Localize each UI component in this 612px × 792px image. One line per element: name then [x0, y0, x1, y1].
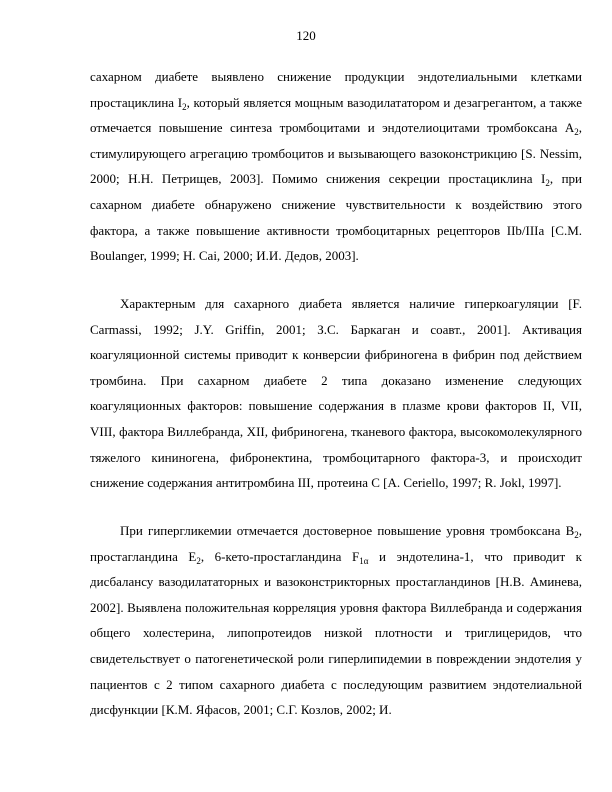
text-segment: , простагландина Е [90, 523, 582, 564]
subscript: 2 [196, 555, 201, 566]
paragraph-2 [90, 291, 582, 496]
text-segment: , 6-кето-простагландина F [200, 548, 360, 564]
paragraph-1 [90, 64, 582, 269]
paragraph-3 [90, 518, 582, 723]
text-segment: Характерным для сахарного диабета является наличие гиперкоагуляции [F. Carmassi, 1992; J.Y. Griffin, 2001; З.С. Баркаган и соавт., 2001]. Активация коагуляционной системы приводит к конверсии фибриногена в фибрин под действием тромбина. При сахарном диабете 2 типа доказано изменение следующих коагуляционных факторов: повышение содержания в плазме крови факторов II, VII, VIII, фактора Виллебранда, XII, фибриногена, тканевого фактора, высокомолекулярного тяжелого кининогена, фибронектина, тромбоцитарного фактора-3, и происходит снижение содержания антитромбина III, протеина С [A. Ceriello, 1997; R. Jokl, 1997]. [90, 296, 582, 491]
subscript: 2 [574, 530, 579, 540]
subscript: 2 [545, 178, 550, 189]
text-segment: сахарном диабете выявлено снижение продукции эндотелиальными клетками простациклина I [90, 69, 582, 110]
text-segment: , при сахарном диабете обнаружено снижение чувствительности к воздействию этого фактора, а также повышение активности тромбоцитарных рецепторов IIb/IIIa [C.M. Boulanger, 1999; H. Cai, 2000; И.И. Дедов, 2003]. [90, 171, 582, 264]
text-segment: При гипергликемии отмечается достоверное повышение уровня тромбоксана B [120, 523, 575, 538]
subscript: 2 [574, 127, 579, 138]
page-number: 120 [296, 28, 316, 43]
subscript: 2 [182, 101, 187, 112]
text-segment: , который является мощным вазодилататором и дезагрегантом, а также отмечается повышение синтеза тромбоцитами и эндотелиоцитами тромбоксана А [90, 94, 582, 136]
text-segment: и эндотелина-1, что приводит к дисбалансу вазодилататорных и вазоконстрикторных простагландинов [Н.В. Аминева, 2002]. Выявлена положительная корреляция уровня фактора Виллебранда и содержания общего холестерина, липопротеидов низкой плотности и триглицеридов, что свидетельствует о патогенетической роли гиперлипидемии в повреждении эндотелия у пациентов с 2 типом сахарного диабета с последующим развитием эндотелиальной дисфункции [К.М. Яфасов, 2001; С.Г. Козлов, 2002; И. [90, 548, 582, 718]
text-segment: , стимулирующего агрегацию тромбоцитов и вызывающего вазоконстрикцию [S. Nessim, 2000; Н.Н. Петрищев, 2003]. Помимо снижения секреции простациклина I [90, 120, 582, 187]
subscript: 1α [359, 555, 369, 566]
